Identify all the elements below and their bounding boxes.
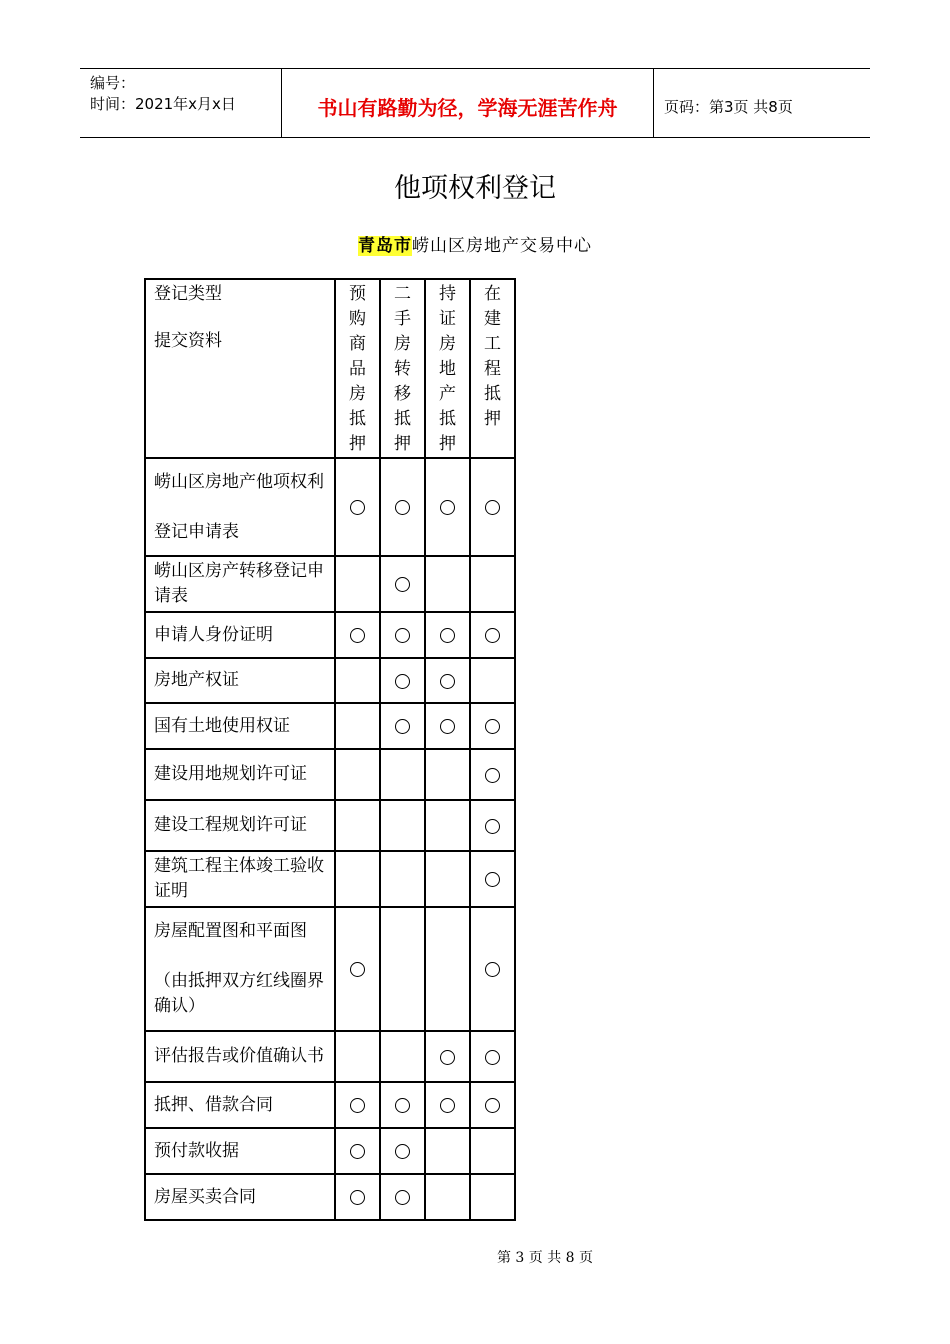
circle-mark-icon bbox=[395, 1144, 410, 1159]
circle-mark-icon bbox=[350, 628, 365, 643]
page-footer: 第 3 页 共 8 页 bbox=[496, 1250, 594, 1266]
table-row bbox=[145, 458, 515, 556]
circle-mark-icon bbox=[440, 628, 455, 643]
column-header-label: 在建工程抵押 bbox=[484, 284, 501, 429]
circle-mark-icon bbox=[440, 674, 455, 689]
mark-cell bbox=[335, 1128, 380, 1174]
mark-cell bbox=[425, 658, 470, 703]
document-title: 他项权利登记 bbox=[394, 173, 556, 204]
table-corner-cell bbox=[145, 279, 335, 458]
row-label: 房屋买卖合同 bbox=[145, 1174, 335, 1220]
table-row bbox=[145, 612, 515, 658]
subtitle-highlight: 青岛市 bbox=[358, 236, 412, 256]
row-label: 申请人身份证明 bbox=[145, 612, 335, 658]
registration-table-body bbox=[145, 279, 515, 1220]
row-label: 崂山区房产转移登记申请表 bbox=[145, 556, 335, 612]
table-row bbox=[145, 1031, 515, 1082]
circle-mark-icon bbox=[350, 1144, 365, 1159]
mark-cell bbox=[425, 907, 470, 1031]
mark-cell bbox=[380, 1174, 425, 1220]
circle-mark-icon bbox=[440, 1050, 455, 1065]
corner-top-label: 登记类型 bbox=[154, 284, 222, 304]
header-motto: 书山有路勤为径，学海无涯苦作舟 bbox=[282, 69, 654, 137]
mark-cell bbox=[380, 1082, 425, 1128]
column-header bbox=[335, 279, 380, 458]
mark-cell bbox=[470, 1128, 515, 1174]
mark-cell bbox=[470, 1031, 515, 1082]
page-header bbox=[80, 68, 870, 138]
mark-cell bbox=[335, 1082, 380, 1128]
mark-cell bbox=[335, 556, 380, 612]
circle-mark-icon bbox=[395, 500, 410, 515]
column-header bbox=[470, 279, 515, 458]
document-subtitle bbox=[0, 231, 950, 256]
circle-mark-icon bbox=[485, 1050, 500, 1065]
column-header-label: 二手房转移抵押 bbox=[394, 284, 411, 454]
mark-cell bbox=[380, 1128, 425, 1174]
mark-cell bbox=[470, 907, 515, 1031]
mark-cell bbox=[380, 851, 425, 907]
mark-cell bbox=[380, 800, 425, 851]
header-time: 时间：2021年x月x日 bbox=[90, 95, 236, 113]
mark-cell bbox=[380, 703, 425, 749]
mark-cell bbox=[425, 1031, 470, 1082]
circle-mark-icon bbox=[440, 500, 455, 515]
mark-cell bbox=[335, 851, 380, 907]
mark-cell bbox=[425, 458, 470, 556]
mark-cell bbox=[470, 1082, 515, 1128]
circle-mark-icon bbox=[485, 872, 500, 887]
circle-mark-icon bbox=[485, 1098, 500, 1113]
mark-cell bbox=[380, 749, 425, 800]
circle-mark-icon bbox=[485, 768, 500, 783]
mark-cell bbox=[470, 703, 515, 749]
table-row bbox=[145, 1082, 515, 1128]
mark-cell bbox=[470, 800, 515, 851]
row-label: 房地产权证 bbox=[145, 658, 335, 703]
mark-cell bbox=[335, 458, 380, 556]
column-header bbox=[425, 279, 470, 458]
mark-cell bbox=[470, 658, 515, 703]
circle-mark-icon bbox=[395, 1190, 410, 1205]
circle-mark-icon bbox=[395, 628, 410, 643]
circle-mark-icon bbox=[350, 962, 365, 977]
mark-cell bbox=[380, 1031, 425, 1082]
table-row bbox=[145, 749, 515, 800]
table-header-row bbox=[145, 279, 515, 458]
mark-cell bbox=[425, 703, 470, 749]
mark-cell bbox=[425, 1174, 470, 1220]
circle-mark-icon bbox=[395, 577, 410, 592]
mark-cell bbox=[425, 556, 470, 612]
circle-mark-icon bbox=[350, 500, 365, 515]
mark-cell bbox=[335, 703, 380, 749]
row-label: 建筑工程主体竣工验收证明 bbox=[145, 851, 335, 907]
mark-cell bbox=[380, 658, 425, 703]
mark-cell bbox=[335, 658, 380, 703]
mark-cell bbox=[470, 612, 515, 658]
mark-cell bbox=[380, 612, 425, 658]
mark-cell bbox=[470, 556, 515, 612]
table-row bbox=[145, 1174, 515, 1220]
circle-mark-icon bbox=[395, 674, 410, 689]
mark-cell bbox=[425, 851, 470, 907]
mark-cell bbox=[470, 851, 515, 907]
row-label: 抵押、借款合同 bbox=[145, 1082, 335, 1128]
mark-cell bbox=[470, 749, 515, 800]
corner-bottom-label: 提交资料 bbox=[154, 331, 222, 351]
table-row bbox=[145, 851, 515, 907]
circle-mark-icon bbox=[485, 500, 500, 515]
circle-mark-icon bbox=[440, 1098, 455, 1113]
column-header bbox=[380, 279, 425, 458]
row-label: 崂山区房地产他项权利 登记申请表 bbox=[145, 458, 335, 556]
table-row bbox=[145, 800, 515, 851]
circle-mark-icon bbox=[350, 1098, 365, 1113]
row-label: 建设用地规划许可证 bbox=[145, 749, 335, 800]
circle-mark-icon bbox=[440, 719, 455, 734]
mark-cell bbox=[425, 800, 470, 851]
header-number: 编号： bbox=[90, 74, 136, 92]
column-header-label: 持证房地产抵押 bbox=[439, 284, 456, 454]
row-label: 评估报告或价值确认书 bbox=[145, 1031, 335, 1082]
table-row bbox=[145, 703, 515, 749]
circle-mark-icon bbox=[350, 1190, 365, 1205]
row-label: 建设工程规划许可证 bbox=[145, 800, 335, 851]
mark-cell bbox=[380, 907, 425, 1031]
mark-cell bbox=[335, 800, 380, 851]
table-row bbox=[145, 907, 515, 1031]
header-info bbox=[80, 69, 282, 137]
mark-cell bbox=[470, 1174, 515, 1220]
column-header-label: 预购商品房抵押 bbox=[349, 284, 366, 454]
mark-cell bbox=[425, 1128, 470, 1174]
circle-mark-icon bbox=[485, 962, 500, 977]
row-label: 房屋配置图和平面图 （由抵押双方红线圈界确认） bbox=[145, 907, 335, 1031]
mark-cell bbox=[335, 612, 380, 658]
circle-mark-icon bbox=[395, 719, 410, 734]
mark-cell bbox=[335, 907, 380, 1031]
circle-mark-icon bbox=[485, 628, 500, 643]
circle-mark-icon bbox=[485, 819, 500, 834]
subtitle-rest: 崂山区房地产交易中心 bbox=[412, 236, 592, 256]
mark-cell bbox=[470, 458, 515, 556]
table-row bbox=[145, 658, 515, 703]
mark-cell bbox=[335, 749, 380, 800]
header-page: 页码：第3页 共8页 bbox=[664, 97, 793, 116]
mark-cell bbox=[425, 1082, 470, 1128]
row-label: 预付款收据 bbox=[145, 1128, 335, 1174]
mark-cell bbox=[380, 556, 425, 612]
table-row bbox=[145, 556, 515, 612]
circle-mark-icon bbox=[395, 1098, 410, 1113]
mark-cell bbox=[425, 749, 470, 800]
mark-cell bbox=[335, 1031, 380, 1082]
mark-cell bbox=[425, 612, 470, 658]
mark-cell bbox=[380, 458, 425, 556]
mark-cell bbox=[335, 1174, 380, 1220]
row-label: 国有土地使用权证 bbox=[145, 703, 335, 749]
circle-mark-icon bbox=[485, 719, 500, 734]
registration-table bbox=[144, 278, 516, 1221]
table-row bbox=[145, 1128, 515, 1174]
